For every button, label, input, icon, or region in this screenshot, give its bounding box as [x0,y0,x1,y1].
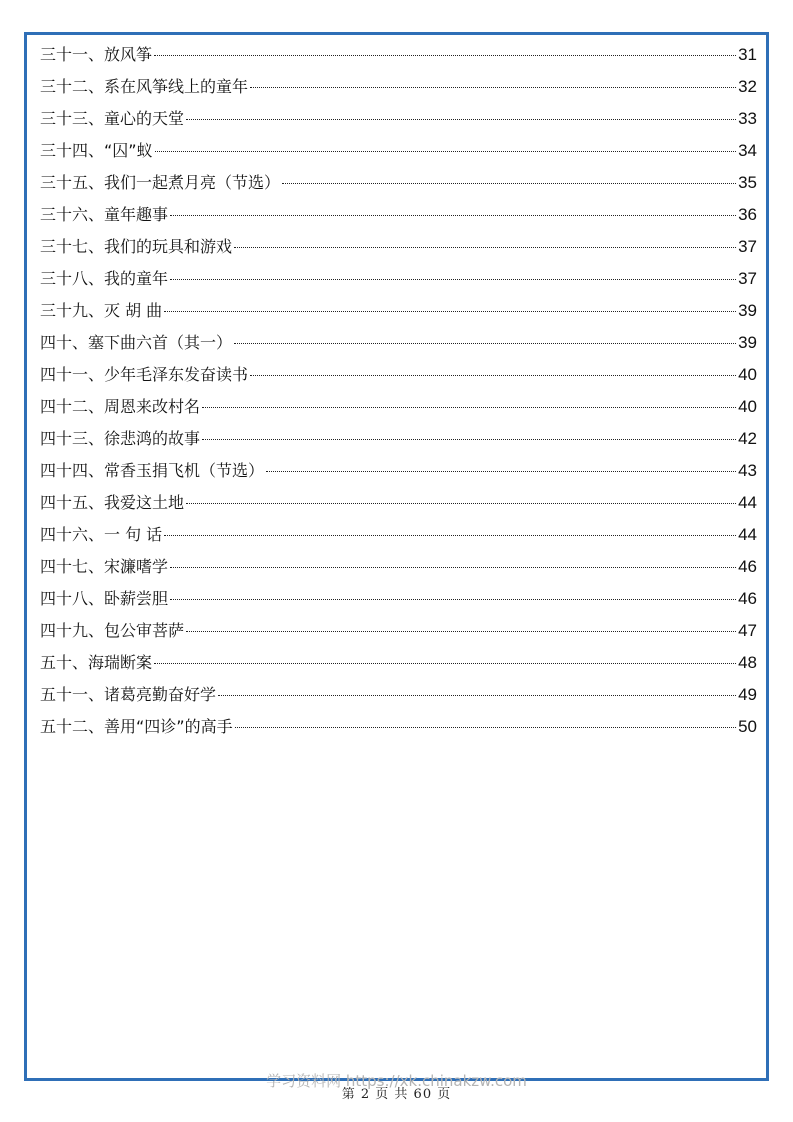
toc-entry-title: 三十三、童心的天堂 [40,109,185,128]
toc-entry-page: 39 [738,333,757,352]
toc-entry[interactable] [40,647,757,679]
toc-entry[interactable] [40,263,757,295]
toc-entry[interactable] [40,455,757,487]
toc-entry-page: 40 [738,397,757,416]
toc-entry-title: 三十八、我的童年 [40,269,169,288]
dot-leader [170,215,736,216]
toc-entry-page: 31 [738,45,757,64]
page-footer: 第 2 页 共 60 页 [341,1087,452,1102]
toc-entry[interactable] [40,71,757,103]
dot-leader [170,599,736,600]
dot-leader [282,183,736,184]
toc-entry-title: 四十六、一 句 话 [40,525,163,544]
toc-entry[interactable] [40,231,757,263]
dot-leader [202,439,736,440]
toc-entry-page: 50 [738,717,757,736]
toc-entry-page: 46 [738,589,757,608]
toc-entry[interactable] [40,551,757,583]
dot-leader [218,695,736,696]
toc-entry-page: 37 [738,237,757,256]
toc-entry-page: 49 [738,685,757,704]
toc-entry-page: 44 [738,525,757,544]
toc-entry[interactable] [40,359,757,391]
dot-leader [202,407,736,408]
toc-entry[interactable] [40,295,757,327]
watermark: 学习资料网 https://xk.chinakzw.com [266,1072,527,1090]
toc-entry[interactable] [40,135,757,167]
toc-entry-page: 32 [738,77,757,96]
toc-entry-title: 四十一、少年毛泽东发奋读书 [40,365,249,384]
toc-entry-page: 34 [738,141,757,160]
toc-entry-title: 四十、塞下曲六首（其一） [40,333,233,352]
dot-leader [164,535,736,536]
toc-entry-title: 三十六、童年趣事 [40,205,169,224]
dot-leader [186,119,736,120]
dot-leader [155,151,736,152]
toc-entry-title: 四十三、徐悲鸿的故事 [40,429,201,448]
dot-leader [154,55,736,56]
toc-entry-title: 三十四、“囚”蚁 [40,141,153,160]
toc-entry-title: 三十二、系在风筝线上的童年 [40,77,249,96]
toc-entry-title: 四十四、常香玉捐飞机（节选） [40,461,265,480]
toc-entry[interactable] [40,327,757,359]
toc-entry[interactable] [40,391,757,423]
toc-entry-page: 33 [738,109,757,128]
dot-leader [170,279,736,280]
toc-entry-page: 39 [738,301,757,320]
toc-entry-title: 三十七、我们的玩具和游戏 [40,237,233,256]
dot-leader [250,87,736,88]
dot-leader [164,311,736,312]
toc-entry[interactable] [40,711,757,743]
dot-leader [170,567,736,568]
toc-entry-page: 36 [738,205,757,224]
dot-leader [266,471,736,472]
dot-leader [186,631,736,632]
toc-entry[interactable] [40,423,757,455]
toc-entry-page: 46 [738,557,757,576]
toc-entry[interactable] [40,679,757,711]
toc-entry[interactable] [40,39,757,71]
toc-entry-title: 四十九、包公审菩萨 [40,621,185,640]
toc-entry-page: 47 [738,621,757,640]
toc-entry-title: 三十一、放风筝 [40,45,153,64]
dot-leader [235,727,736,728]
table-of-contents [40,39,757,743]
toc-entry-title: 四十八、卧薪尝胆 [40,589,169,608]
toc-entry[interactable] [40,519,757,551]
dot-leader [154,663,736,664]
toc-entry[interactable] [40,487,757,519]
toc-entry-title: 四十七、宋濂嗜学 [40,557,169,576]
toc-entry[interactable] [40,615,757,647]
toc-entry-title: 四十五、我爱这土地 [40,493,185,512]
dot-leader [186,503,736,504]
toc-entry-title: 三十九、灭 胡 曲 [40,301,163,320]
toc-entry-page: 40 [738,365,757,384]
toc-entry-title: 四十二、周恩来改村名 [40,397,201,416]
toc-entry-title: 五十二、善用“四诊”的高手 [40,717,233,736]
toc-entry-page: 35 [738,173,757,192]
toc-entry[interactable] [40,583,757,615]
toc-entry-page: 37 [738,269,757,288]
toc-entry-title: 三十五、我们一起煮月亮（节选） [40,173,281,192]
toc-entry[interactable] [40,199,757,231]
toc-entry-title: 五十一、诸葛亮勤奋好学 [40,685,217,704]
toc-entry-page: 42 [738,429,757,448]
dot-leader [234,343,736,344]
toc-entry-page: 43 [738,461,757,480]
toc-entry-title: 五十、海瑞断案 [40,653,153,672]
toc-entry-page: 44 [738,493,757,512]
dot-leader [250,375,736,376]
dot-leader [234,247,736,248]
toc-entry[interactable] [40,103,757,135]
toc-entry-page: 48 [738,653,757,672]
toc-entry[interactable] [40,167,757,199]
